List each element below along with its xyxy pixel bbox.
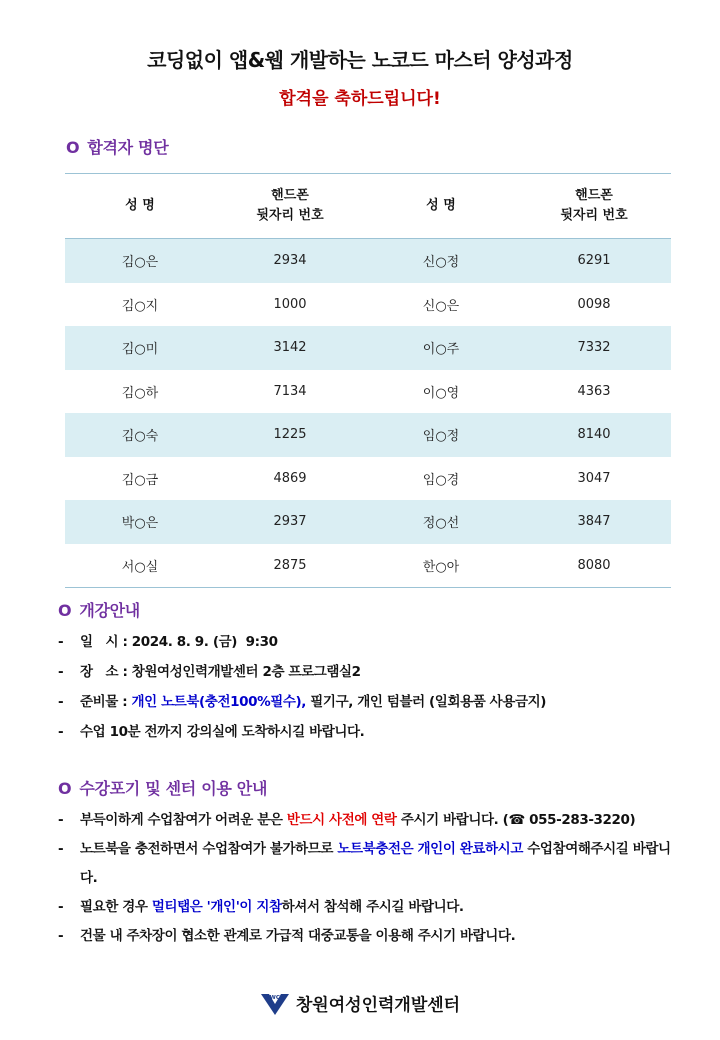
roster-header-row — [65, 174, 671, 239]
opening-list — [58, 633, 546, 753]
dash-bullet: - — [58, 634, 64, 650]
table-row — [65, 544, 671, 588]
table-row — [65, 370, 671, 414]
notice-line1-red: 반드시 사전에 연락 — [286, 812, 397, 828]
arrival-line: 수업 10분 전까지 강의실에 도착하시길 바랍니다. — [80, 724, 365, 740]
cell-name: 김○하 — [121, 385, 159, 401]
table-row — [65, 413, 671, 457]
cell-phone: 6291 — [517, 239, 671, 283]
cell-phone: 8080 — [517, 544, 671, 588]
circle-bullet-icon: O — [58, 601, 72, 620]
cell-name: 서○실 — [65, 544, 215, 588]
roster-heading — [66, 135, 168, 158]
cell-name: 박○은 — [65, 500, 215, 544]
cell-phone: 3847 — [517, 500, 671, 544]
supplies-rest: 필기구, 개인 텀블러 (일회용품 사용금지) — [305, 694, 547, 710]
cell-phone: 2875 — [215, 544, 365, 588]
table-row — [65, 283, 671, 327]
cell-phone: 1225 — [215, 413, 365, 457]
dash-bullet: - — [58, 812, 64, 828]
notice-line1-b: 주시기 바랍니다. (☎ 055-283-3220) — [396, 812, 636, 828]
cell-name: 임○정 — [365, 413, 517, 457]
cell-phone: 3142 — [215, 326, 365, 370]
dash-bullet: - — [58, 694, 64, 710]
cell-name: 신○정 — [365, 239, 517, 283]
cell-phone: 0098 — [577, 296, 611, 312]
notice-heading-text: 수강포기 및 센터 이용 안내 — [79, 779, 268, 798]
place-line: 장 소 : 창원여성인력개발센터 2층 프로그램실2 — [80, 664, 361, 680]
cell-phone: 7332 — [517, 326, 671, 370]
notice-line2-a: 노트북을 충전하면서 수업참여가 불가하므로 — [80, 841, 338, 857]
notice-line2-blue: 노트북충전은 개인이 완료하시고 — [337, 841, 523, 857]
table-row — [65, 326, 671, 370]
circle-bullet-icon: O — [66, 138, 80, 157]
col-header-name: 성 명 — [365, 174, 517, 239]
notice-line3-b: 하셔서 참석해 주시길 바랍니다. — [281, 899, 464, 915]
col-header-phone-line2: 뒷자리 번호 — [560, 208, 628, 223]
cell-name: 김○금 — [121, 472, 159, 488]
list-item — [58, 893, 678, 922]
circle-bullet-icon: O — [58, 779, 72, 798]
dash-bullet: - — [58, 841, 64, 857]
notice-heading — [58, 776, 267, 799]
cell-name: 정○선 — [365, 500, 517, 544]
cell-name: 임○경 — [422, 472, 460, 488]
cell-phone: 4363 — [577, 383, 611, 399]
cell-name: 김○미 — [65, 326, 215, 370]
table-row — [65, 239, 671, 283]
cell-phone: 4869 — [273, 470, 307, 486]
logo-text: YWCA — [265, 995, 285, 1001]
col-header-phone-line1: 핸드폰 — [575, 188, 613, 203]
col-header-phone-line1: 핸드폰 — [271, 188, 309, 203]
list-item — [58, 663, 546, 681]
dash-bullet: - — [58, 664, 64, 680]
footer — [0, 990, 720, 1021]
cell-phone: 2934 — [215, 239, 365, 283]
org-name: 창원여성인력개발센터 — [295, 995, 461, 1016]
notice-list — [58, 806, 678, 951]
col-header-name: 성 명 — [65, 174, 215, 239]
table-row — [65, 457, 671, 501]
supplies-label: 준비물 : — [80, 694, 132, 710]
cell-name: 김○숙 — [65, 413, 215, 457]
opening-heading-text: 개강안내 — [79, 601, 140, 620]
col-header-phone — [517, 174, 671, 239]
dash-bullet: - — [58, 899, 64, 915]
cell-phone: 2937 — [215, 500, 365, 544]
list-item — [58, 835, 678, 893]
list-item — [58, 806, 678, 835]
dash-bullet: - — [58, 724, 64, 740]
roster-heading-text: 합격자 명단 — [87, 138, 169, 157]
roster-table — [65, 173, 671, 588]
dash-bullet: - — [58, 928, 64, 944]
cell-phone: 7134 — [273, 383, 307, 399]
date-line: 일 시 : 2024. 8. 9. (금) 9:30 — [80, 634, 278, 650]
notice-line3-a: 필요한 경우 — [80, 899, 152, 915]
notice-line1-a: 부득이하게 수업참여가 어려운 분은 — [80, 812, 287, 828]
page-title: 코딩없이 앱&웹 개발하는 노코드 마스터 양성과정 — [147, 48, 573, 72]
cell-name: 김○은 — [65, 239, 215, 283]
list-item — [58, 633, 546, 651]
opening-heading — [58, 598, 140, 621]
cell-name: 김○지 — [121, 298, 159, 314]
cell-phone: 1000 — [273, 296, 307, 312]
list-item — [58, 723, 546, 741]
notice-line4: 건물 내 주차장이 협소한 관계로 가급적 대중교통을 이용해 주시기 바랍니다. — [80, 928, 516, 944]
cell-name: 이○주 — [365, 326, 517, 370]
cell-name: 이○영 — [422, 385, 460, 401]
cell-phone: 8140 — [517, 413, 671, 457]
list-item — [58, 693, 546, 711]
col-header-phone — [215, 174, 365, 239]
cell-phone: 3047 — [577, 470, 611, 486]
notice-line3-blue: 멀티탭은 '개인'이 지참 — [151, 899, 282, 915]
table-row — [65, 500, 671, 544]
cell-name: 한○아 — [365, 544, 517, 588]
congrats-subtitle: 합격을 축하드립니다! — [279, 89, 441, 109]
cell-name: 신○은 — [422, 298, 460, 314]
list-item — [58, 922, 678, 951]
supplies-highlight: 개인 노트북(충전100%필수), — [131, 694, 306, 710]
notice-line2-b: 수업참여해주시길 바랍니다. — [80, 841, 671, 886]
col-header-phone-line2: 뒷자리 번호 — [256, 208, 324, 223]
ywca-logo-icon — [260, 990, 290, 1021]
